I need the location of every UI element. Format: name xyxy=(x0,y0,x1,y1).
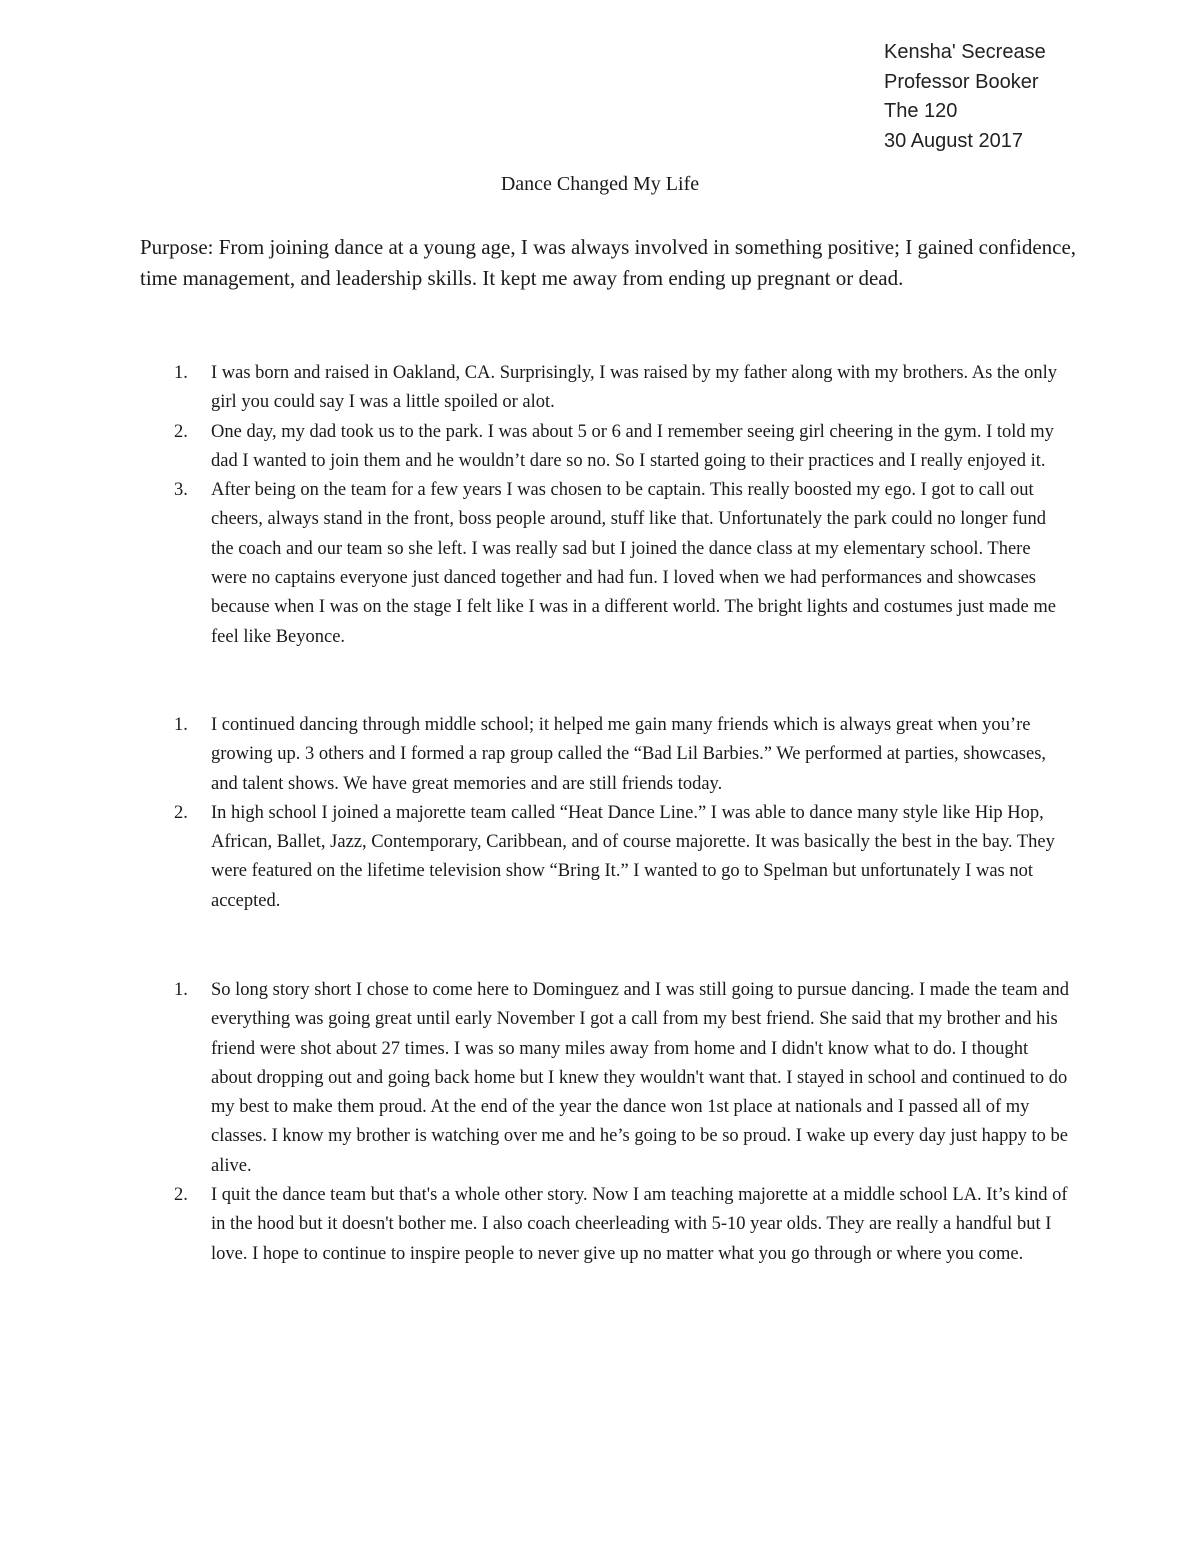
student-name: Kensha' Secrease xyxy=(884,41,1046,63)
list-item-number: 2. xyxy=(174,802,188,823)
list-item-text: So long story short I chose to come here to Dominguez and I was still going to pursue dancing. I made the team and everything was going great until early November I got a call from my best friend. She said that my brother and his friend were shot about 27 times. I was so many miles away from home and I didn't know what to do. I thought about dropping out and going back home but I knew they wouldn't want that. I stayed in school and continued to do my best to make them proud. At the end of the year the dance won 1st place at nationals and I passed all of my classes. I know my brother is watching over me and he’s going to be so proud. I wake up every day just happy to be alive. xyxy=(211,980,1070,1176)
list-item-number: 2. xyxy=(174,1185,188,1206)
document-date: 30 August 2017 xyxy=(884,129,1024,152)
list-item-number: 3. xyxy=(174,480,188,501)
purpose-statement: Purpose: From joining dance at a young age, I was always involved in something positive; I gained confidence, time management, and leadership skills. It kept me away from ending up pregnant or dead. xyxy=(140,235,1077,290)
list-item-number: 2. xyxy=(174,421,188,442)
list-item xyxy=(140,359,1070,418)
document-title: Dance Changed My Life xyxy=(500,173,700,195)
list-item-text: I quit the dance team but that's a whole other story. Now I am teaching majorette at a middle school LA. It’s kind of in the hood but it doesn't bother me. I also coach cheerleading with 5-10 year olds. They are really a handful but I love. I hope to continue to inspire people to never give up no matter what you go through or where you come. xyxy=(211,1185,1068,1264)
list-item-number: 1. xyxy=(174,715,188,735)
list-item xyxy=(140,476,1070,652)
list-item xyxy=(140,1181,1070,1269)
heading-block xyxy=(884,38,1046,156)
list-item xyxy=(140,799,1070,916)
list-item-text: I continued dancing through middle school; it helped me gain many friends which is always great when you’re growing up. 3 others and I formed a rap group called the “Bad Lil Barbies.” We performed at parties, showcases, and talent shows. We have great memories and are still friends today. xyxy=(211,715,1047,794)
course-name: The 120 xyxy=(884,100,958,122)
list-item xyxy=(140,418,1070,477)
professor-name: Professor Booker xyxy=(884,70,1039,93)
list-item-text: In high school I joined a majorette team called “Heat Dance Line.” I was able to dance many style like Hip Hop, African, Ballet, Jazz, Contemporary, Caribbean, and of course majorette. It was basically the best in the bay. They were featured on the lifetime television show “Bring It.” I wanted to go to Spelman but unfortunately I was not accepted. xyxy=(211,802,1055,911)
outline-list-1 xyxy=(140,359,1070,652)
outline-list-2 xyxy=(140,711,1070,916)
outline-list-3 xyxy=(140,976,1070,1269)
list-item xyxy=(140,976,1070,1181)
list-item xyxy=(140,711,1070,799)
list-item-text: After being on the team for a few years I was chosen to be captain. This really boosted my ego. I got to call out cheers, always stand in the front, boss people around, stuff like that. Unfortunately the park could no longer fund the coach and our team so she left. I was really sad but I joined the dance class at my elementary school. There were no captains everyone just danced together and had fun. I loved when we had performances and showcases because when I was on the stage I felt like I was in a different world. The bright lights and costumes just made me feel like Beyonce. xyxy=(211,480,1056,647)
list-item-number: 1. xyxy=(174,363,188,383)
list-item-text: One day, my dad took us to the park. I was about 5 or 6 and I remember seeing girl cheering in the gym. I told my dad I wanted to join them and he wouldn’t dare so no. So I started going to their practices and I really enjoyed it. xyxy=(211,421,1054,471)
list-item-number: 1. xyxy=(174,980,188,1000)
list-item-text: I was born and raised in Oakland, CA. Surprisingly, I was raised by my father along with my brothers. As the only girl you could say I was a little spoiled or alot. xyxy=(211,363,1058,413)
